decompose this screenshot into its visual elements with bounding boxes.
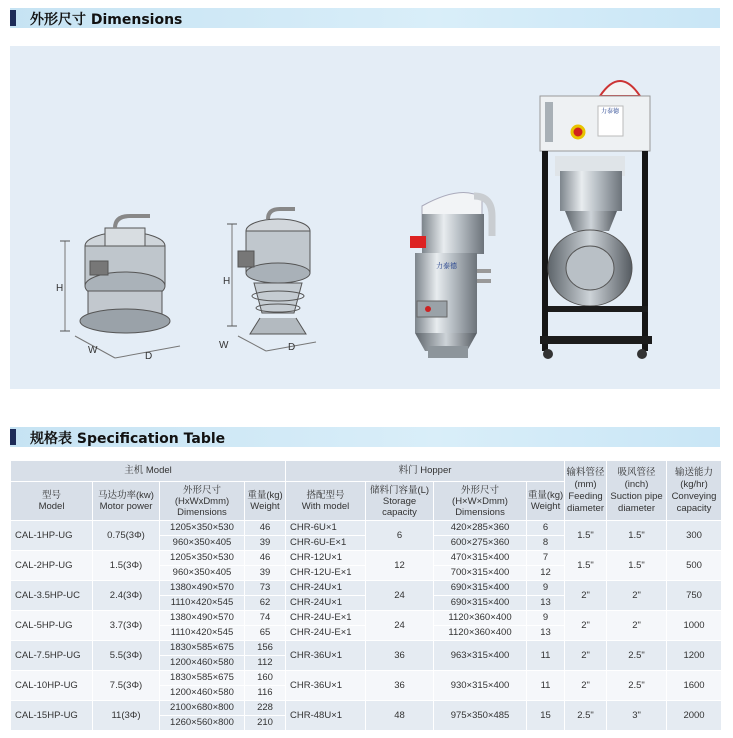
weight-cell: 210 (245, 716, 286, 731)
storage-capacity-cell: 36 (366, 671, 434, 701)
hopper-photo (410, 193, 492, 358)
model-cell: CAL-2HP-UG (11, 551, 93, 581)
model-cell: CAL-10HP-UG (11, 671, 93, 701)
dimensions-cell: 1200×460×580 (160, 686, 245, 701)
conveying-capacity-cell: 500 (667, 551, 722, 581)
storage-capacity-cell: 6 (366, 521, 434, 551)
hopper-group-header: 料门 Hopper (286, 461, 565, 482)
weight-cell: 46 (245, 551, 286, 566)
hopper-weight-cell: 8 (527, 536, 565, 551)
with-model-cell: CHR-24U×1 (286, 581, 366, 596)
hopper-weight-cell: 13 (527, 626, 565, 641)
conveying-capacity-header: 输送能力 (kg/hr) Conveying capacity (667, 461, 722, 521)
with-model-cell: CHR-36U×1 (286, 671, 366, 701)
hopper-weight-header: 重量(kg) Weight (527, 482, 565, 521)
motor-power-cell: 3.7(3Φ) (93, 611, 160, 641)
hopper-dimensions-cell: 420×285×360 (434, 521, 527, 536)
main-unit-group-header: 主机 Model (11, 461, 286, 482)
hopper-dimensions-cell: 930×315×400 (434, 671, 527, 701)
suction-diameter-cell: 2.5" (607, 671, 667, 701)
hopper-weight-cell: 7 (527, 551, 565, 566)
dimensions-cell: 2100×680×800 (160, 701, 245, 716)
weight-cell: 46 (245, 521, 286, 536)
with-model-cell: CHR-24U×1 (286, 596, 366, 611)
hopper-weight-cell: 6 (527, 521, 565, 536)
hopper-dimensions-cell: 470×315×400 (434, 551, 527, 566)
model-cell: CAL-3.5HP-UC (11, 581, 93, 611)
weight-cell: 228 (245, 701, 286, 716)
conveying-capacity-cell: 2000 (667, 701, 722, 731)
conveying-capacity-cell: 750 (667, 581, 722, 611)
hopper-dimensions-cell: 600×275×360 (434, 536, 527, 551)
hopper-dimensions-header: 外形尺寸 (H×W×Dmm) Dimensions (434, 482, 527, 521)
feeding-diameter-cell: 2" (565, 581, 607, 611)
width-label: W (88, 345, 98, 356)
motor-power-header: 马达功率(kw) Motor power (93, 482, 160, 521)
motor-power-cell: 7.5(3Φ) (93, 671, 160, 701)
feeding-diameter-cell: 2.5" (565, 701, 607, 731)
motor-power-cell: 11(3Φ) (93, 701, 160, 731)
suction-diameter-cell: 2.5" (607, 641, 667, 671)
hopper-dimensions-cell: 690×315×400 (434, 596, 527, 611)
conveying-capacity-cell: 300 (667, 521, 722, 551)
dimensions-cell: 1380×490×570 (160, 611, 245, 626)
feeding-diameter-cell: 2" (565, 671, 607, 701)
with-model-cell: CHR-36U×1 (286, 641, 366, 671)
storage-capacity-cell: 12 (366, 551, 434, 581)
loader-drawing-2 (227, 209, 316, 351)
model-cell: CAL-15HP-UG (11, 701, 93, 731)
section-marker (10, 429, 16, 445)
spec-title: 规格表 Specification Table (30, 431, 226, 447)
depth-label: D (145, 351, 153, 362)
dimensions-header: 外形尺寸 (HxWxDmm) Dimensions (160, 482, 245, 521)
weight-cell: 160 (245, 671, 286, 686)
hopper-weight-cell: 13 (527, 596, 565, 611)
storage-capacity-cell: 48 (366, 701, 434, 731)
with-model-cell: CHR-6U×1 (286, 521, 366, 536)
conveying-capacity-cell: 1600 (667, 671, 722, 701)
depth-label: D (288, 342, 296, 353)
with-model-cell: CHR-48U×1 (286, 701, 366, 731)
storage-capacity-header: 储料门容量(L) Storage capacity (366, 482, 434, 521)
motor-power-cell: 2.4(3Φ) (93, 581, 160, 611)
dimensions-section-header (10, 8, 720, 28)
feeding-diameter-header: 输料管径 (mm) Feeding diameter (565, 461, 607, 521)
weight-cell: 112 (245, 656, 286, 671)
specification-table (10, 460, 722, 731)
with-model-cell: CHR-12U-E×1 (286, 566, 366, 581)
product-images-panel (10, 46, 720, 389)
storage-capacity-cell: 36 (366, 641, 434, 671)
hopper-dimensions-cell: 700×315×400 (434, 566, 527, 581)
suction-diameter-cell: 1.5" (607, 521, 667, 551)
spec-section-header (10, 427, 720, 447)
weight-cell: 39 (245, 566, 286, 581)
width-label: W (219, 340, 229, 351)
model-cell: CAL-5HP-UG (11, 611, 93, 641)
height-label: H (223, 276, 231, 287)
hopper-weight-cell: 11 (527, 641, 565, 671)
hopper-dimensions-cell: 963×315×400 (434, 641, 527, 671)
with-model-cell: CHR-6U-E×1 (286, 536, 366, 551)
section-marker (10, 10, 16, 26)
product-illustrations (10, 46, 720, 389)
model-cell: CAL-1HP-UG (11, 521, 93, 551)
with-model-cell: CHR-24U-E×1 (286, 611, 366, 626)
storage-capacity-cell: 24 (366, 611, 434, 641)
with-model-cell: CHR-24U-E×1 (286, 626, 366, 641)
hopper-weight-cell: 9 (527, 611, 565, 626)
hopper-dimensions-cell: 690×315×400 (434, 581, 527, 596)
hopper-dimensions-cell: 1120×360×400 (434, 626, 527, 641)
feeding-diameter-cell: 1.5" (565, 551, 607, 581)
suction-diameter-header: 吸风管径 (inch) Suction pipe diameter (607, 461, 667, 521)
weight-cell: 116 (245, 686, 286, 701)
suction-diameter-cell: 2" (607, 611, 667, 641)
dimensions-cell: 1260×560×800 (160, 716, 245, 731)
dimensions-cell: 1110×420×545 (160, 596, 245, 611)
model-cell: CAL-7.5HP-UG (11, 641, 93, 671)
hopper-dimensions-cell: 975×350×485 (434, 701, 527, 731)
dimensions-title: 外形尺寸 Dimensions (30, 12, 183, 28)
dimensions-cell: 1830×585×675 (160, 671, 245, 686)
hopper-weight-cell: 15 (527, 701, 565, 731)
weight-cell: 74 (245, 611, 286, 626)
dimensions-cell: 960×350×405 (160, 536, 245, 551)
weight-cell: 65 (245, 626, 286, 641)
motor-power-cell: 1.5(3Φ) (93, 551, 160, 581)
height-label: H (56, 283, 64, 294)
dimensions-cell: 1205×350×530 (160, 521, 245, 536)
vacuum-unit-photo (540, 81, 652, 359)
dimensions-cell: 1205×350×530 (160, 551, 245, 566)
weight-cell: 156 (245, 641, 286, 656)
hopper-dimensions-cell: 1120×360×400 (434, 611, 527, 626)
conveying-capacity-cell: 1200 (667, 641, 722, 671)
dimensions-cell: 1830×585×675 (160, 641, 245, 656)
with-model-cell: CHR-12U×1 (286, 551, 366, 566)
weight-header: 重量(kg) Weight (245, 482, 286, 521)
dimensions-cell: 960×350×405 (160, 566, 245, 581)
hopper-weight-cell: 12 (527, 566, 565, 581)
hopper-weight-cell: 9 (527, 581, 565, 596)
conveying-capacity-cell: 1000 (667, 611, 722, 641)
storage-capacity-cell: 24 (366, 581, 434, 611)
feeding-diameter-cell: 1.5" (565, 521, 607, 551)
suction-diameter-cell: 2" (607, 581, 667, 611)
model-header: 型号 Model (11, 482, 93, 521)
weight-cell: 39 (245, 536, 286, 551)
hopper-weight-cell: 11 (527, 671, 565, 701)
suction-diameter-cell: 3" (607, 701, 667, 731)
dimensions-cell: 1380×490×570 (160, 581, 245, 596)
feeding-diameter-cell: 2" (565, 641, 607, 671)
motor-power-cell: 5.5(3Φ) (93, 641, 160, 671)
motor-power-cell: 0.75(3Φ) (93, 521, 160, 551)
feeding-diameter-cell: 2" (565, 611, 607, 641)
weight-cell: 73 (245, 581, 286, 596)
with-model-header: 搭配型号 With model (286, 482, 366, 521)
weight-cell: 62 (245, 596, 286, 611)
suction-diameter-cell: 1.5" (607, 551, 667, 581)
brand-logo: 力泰德 (436, 262, 457, 270)
dimensions-cell: 1200×460×580 (160, 656, 245, 671)
brand-logo: 力泰德 (601, 108, 620, 115)
loader-drawing-1 (60, 216, 180, 358)
dimensions-cell: 1110×420×545 (160, 626, 245, 641)
